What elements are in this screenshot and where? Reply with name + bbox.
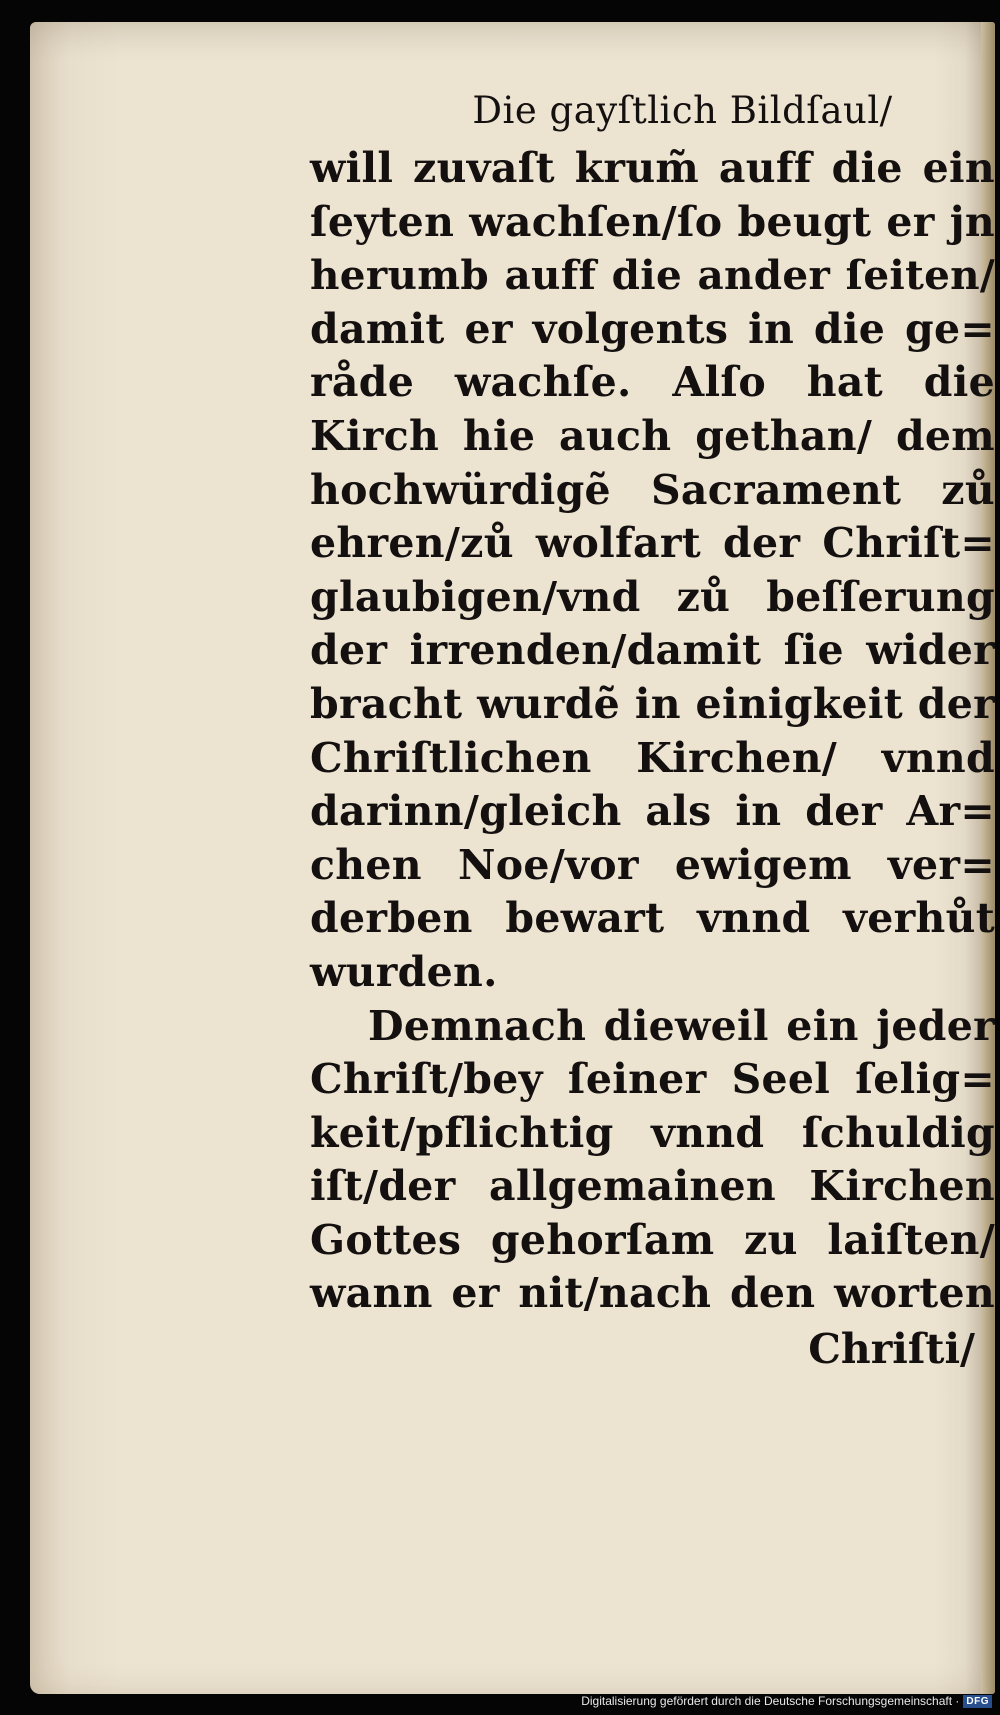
book-page: [30, 22, 995, 1694]
text-line: keit/pflichtig vnnd ſchuldig: [310, 1108, 995, 1157]
digitization-footer: [581, 1693, 992, 1709]
text-line: råde wachſe. Alſo hat die: [310, 358, 995, 407]
text-line: Kirch hie auch gethan/ dem: [310, 411, 995, 460]
text-line: wurden.: [310, 947, 498, 996]
text-line: bracht wurdẽ in einigkeit der: [310, 679, 995, 728]
text-line: ehren/zů wolfart der Chriſt=: [310, 519, 995, 568]
text-line: darinn/gleich als in der Ar=: [310, 787, 995, 836]
dfg-logo-icon: DFG: [963, 1695, 992, 1708]
text-line: der irrenden/damit ſie wider: [310, 626, 995, 675]
text-line: Gottes gehorſam zu laiſten/: [310, 1215, 995, 1264]
text-line: damit er volgents in die ge=: [310, 304, 995, 353]
catchword: Chriſti/: [808, 1325, 975, 1374]
text-line: Chriſt/bey ſeiner Seel ſelig=: [310, 1055, 995, 1104]
text-block: [310, 80, 995, 1377]
text-line: Chriſtlichen Kirchen/ vnnd: [310, 733, 995, 782]
text-line: iſt/der allgemainen Kirchen: [310, 1162, 995, 1211]
text-line: will zuvaſt krum̃ auff die ein: [310, 144, 995, 192]
running-head: Die gayſtlich Bildſaul/: [472, 89, 893, 132]
text-line: herumb auff die ander ſeiten/: [310, 251, 995, 300]
text-line: glaubigen/vnd zů beſſerung: [310, 572, 995, 621]
text-line: hochwürdigẽ Sacrament zů: [310, 465, 995, 514]
text-line: ſeyten wachſen/ſo beugt er jn: [310, 197, 995, 246]
text-line: chen Noe/vor ewigem ver=: [310, 840, 995, 889]
text-line-paragraph-start: Demnach dieweil ein jeder: [368, 1001, 995, 1050]
text-line: wann er nit/nach den worten: [310, 1269, 995, 1318]
footer-credit-text: Digitalisierung gefördert durch die Deutsche Forschungsgemeinschaft ·: [581, 1694, 960, 1708]
text-line: derben bewart vnnd verhůt: [310, 894, 995, 943]
